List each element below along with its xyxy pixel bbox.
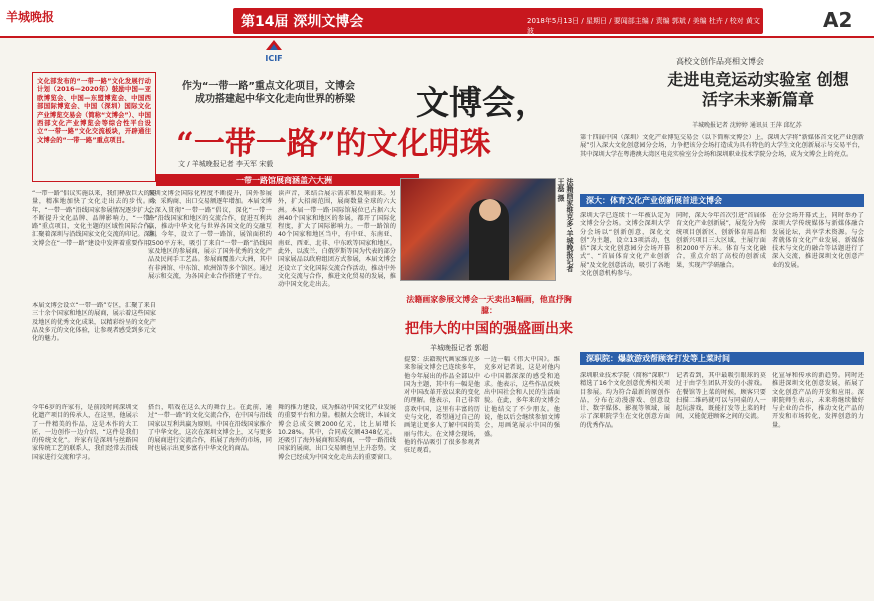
shenda-column-3: 在分会场开幕式上，同时举办了深圳大学传统媒体与新媒体融合发展论坛，共享学术资源。与会者就体育文化产业发展、新媒体技术与文化的融合等话题进行了深入交流，推进深圳文化创意产业的发展。 — [772, 212, 864, 269]
article-column-bottom-1: 今年6岁的许家有，是前段时间深圳文化遗产项目的传承人，在这里，他展示了一件精美的作品，这是木作的大工匠，一边创作一边介绍，“这件是我们的传统文化”。许家有是深圳与丝路国家传统工艺的联系人，我们经常去沿线国家进行交流和学习。 — [32, 404, 138, 461]
painter-face — [479, 199, 501, 221]
subhead-bar — [156, 174, 419, 186]
article-column-1b: 本届文博会设立“一带一路”专区，汇聚了来自三十余个国家和地区的展商，展示着这些国家及地区的优秀文化成果，以精彩纷呈的文化产品及多元的文化体验，让参观者感受到多元文化的魅力。 — [32, 302, 156, 343]
article-column-bottom-2: 搭台，唱戏在这么大的舞台上。在此前，通过“一带一路”的文化交流合作，在中国与沿线国家以互利共赢为原则。中国在沿线国家推介了中华文化，这次在深圳文博会上，又与更多的展商进行交流合作，拓展了海外的市场，同时也展示出更多富有中华文化的商品。 — [148, 404, 272, 453]
article-column-3: 读声音，来结合展示需求和反响而来。另外，扩大招商范围，展商数量全球的六大洲。本届一带一路·国际馆展位已占据六大洲40个国家和地区的参展，都开了国际化程度，扩大了国际影响力。一带一路馆的40个国家和地区当中，有中亚、东南亚、南亚、西亚、北非、中东欧等国家和地区。此外，以波兰、白俄罗斯等国为代表的部分国家展品以政府组团方式参展，本届文博会还设立了文化国际交流合作活动，推动中外文化交流与合作，推进文化贸易的发展，推动中国文化走出去。 — [278, 190, 396, 289]
right-article-kicker: 高校文创作品亮相文博会 — [676, 57, 764, 66]
right-article-lead: 第十四届中国（深圳）文化产业博览交易会（以下简称文博会）上，深圳大学将“新媒体首文化产业创新展”引入深大文化创意园分会场，力争把该分会场打造成为具有特色的大学生文化创新展示与交易平台，其中深圳大学在粤港澳大湾区电竞实验室分会场和深圳职业技术学院分会场，成为文博会上的亮点。 — [580, 134, 864, 158]
section-banner — [233, 8, 763, 34]
article-title-line1: 文博会， — [416, 83, 548, 122]
article-column-4: 提要：法籍现代画家维克多来参展文博会已连续多年，他今年展出的作品全部以中国为主题，其中有一幅是他对中国改革开放以来的变化的理解。他表示，自己非常喜欢中国，这里有丰富的历史与文化，希望通过自己的画笔让更多人了解中国的美丽与伟大。在文博会现场，他的作品吸引了很多参观者驻足观看。 — [404, 356, 480, 455]
right-article-byline: 羊城晚报记者 沈婷婷 通讯员 王萍 邱忆苏 — [692, 122, 802, 129]
photo-caption-title: 把伟大的中国的强盛画出来 — [405, 321, 573, 337]
shenzhiyuan-column-2: 记者看到，其中最吸引眼球的莫过于由学生团队开发的小游戏。在餐馆等上菜的时候，顾客只要扫描二维码就可以与同桌的人一起玩游戏，既能打发等上菜的时间，又能促进顾客之间的交流。 — [676, 372, 766, 421]
article-title-line2: “一带一路”的文化明珠 — [176, 126, 491, 162]
shenzhiyuan-column-3: 化宣导和传承的新趋势。同时还推进深圳文化创意发展，拓展了文化创意产品的开发和应用。深职院师生表示，未来将继续做好与企业的合作，推动文化产品的开发和市场转化，发挥创意的力量。 — [772, 372, 864, 429]
right-article-title: 走进电竞运动实验室 创想活字未来新篇章 — [667, 70, 849, 109]
photo-caption-kicker: 法籍画家参展文博会一天卖出3幅画，他直抒胸臆： — [406, 295, 572, 315]
page-header — [0, 0, 874, 38]
article-byline: 文 / 羊城晚报记者 李天军 宋毅 — [178, 160, 274, 168]
shenda-column-2: 同时，深大今年首次引进“首届体育文化产业创新展”，展览分为传统项目创新区、创新体育用品和创新兴项目三大区域，主展厅面积2000平方米。体育与文化融合，重点介绍了高校的创新成果，实现产学研融合。 — [676, 212, 766, 269]
article-column-1a: “一带一路”倡议实施以来，我们释放巨大的能量，精准地加快了文化走出去的步伐。今年，“一带一路”沿线国家参展情况逐步扩大，不断提升文化品牌、品牌影响力，“一带一路”重点项目，文化主题的区域性国际合作，汇聚着深圳与沿线国家文化交流的印记。深圳文博会在“一带一路”建设中发挥着重要作用。 — [32, 190, 156, 247]
newspaper-logo: 羊城晚报 — [6, 10, 55, 24]
issue-meta: 2018年5月13日 / 星期日 / 要闻部主编 / 责编 郭斌 / 美编 杜卉 / 校对 黄文波 — [527, 17, 760, 35]
article-column-2: 深圳文博会国际化程度不断提升，国外参展商、采购商、出口交易额逐年增加。本届文博会深入贯彻“一带一路”倡议，深化“一带一路”沿线国家和地区的交流合作，促进互利共赢，推动中华文化与世界各国文化的交融互鉴。今年，设立了一带一路馆，展馆面积约7500平方米，吸引了来自“一带一路”沿线国家及地区的参展商，展示了国外优秀的文化产品及民间手工艺品。参展商覆盖六大洲，其中有非洲馆、中东馆、欧洲馆等多个馆区。通过展示和交流，为各国企业合作搭建了平台。 — [148, 190, 272, 280]
section-bar-shenda — [580, 194, 864, 207]
icif-label: ICIF — [265, 54, 283, 63]
page-number: A2 — [823, 8, 853, 32]
icif-emblem-icon — [264, 38, 284, 52]
section-bar-shenzhiyuan — [580, 352, 864, 365]
icif-logo — [254, 38, 294, 63]
section-title-shenda: 深大：体育文化产业创新展首进文博会 — [586, 196, 722, 205]
painter-photo — [400, 178, 556, 281]
article-kicker: 作为“一带一路”重点文化项目，文博会成功搭建起中华文化走向世界的桥梁 — [181, 81, 355, 105]
photo-credit: 法籍画家维克多·羊城晚报记者 王磊 摄 — [557, 178, 574, 272]
shenda-column-1: 深圳大学已连续十一年被认定为文博会分会场。文博会深圳大学分会场以“创新创意，深化文创”为主题，设立13项活动，包括“深大文化创意园分会场开幕式”、“首届体育文化产业创新展”及文化创意活动，吸引了各地文化创意机构参与。 — [580, 212, 670, 278]
subhead-text: 一带一路馆展商涵盖六大洲 — [236, 176, 332, 185]
banner-title: 第14届 深圳文博会 — [241, 14, 364, 30]
section-title-shenzhiyuan: 深职院：爆款游戏帮顾客打发等上菜时间 — [586, 354, 730, 363]
quote-text: 文化部发布的“一带一路”文化发展行动计划（2016—2020年）鼓励中国—亚欧博览会、中国—东盟博览会、中国西部国际博览会、中国（深圳）国际文化产业博览交易会（简称“文博会”）、中国西部文化产业博览会等综合性平台设立“一带一路”文化交流板块，开辟通往文博会的“一带一路”重点项目。 — [37, 77, 151, 144]
article-column-bottom-3: 舞的推力建设，成为推动中国文化产业发展的重要平台和力量。根据大会统计，本届文博会总成交额2000亿元，比上届增长10.28%。其中，合同成交额4348亿元。还吸引了海外展商和采购商，一带一路沿线国家的展商，出口交易额也呈上升态势。文博会已经成为中国文化走出去的重要窗口。 — [278, 404, 396, 461]
quote-box — [32, 72, 156, 182]
article-column-5: 一边一幅《伟大中国》。维克多对记者说，这是对他内心中国都深深的感受和追求。他表示，这些作品反映出中国社会和人民的生活面貌。在此，多年来的文博会让他结交了不少朋友。他说，他以后会继续参加文博会，用画笔展示中国的强盛。 — [484, 356, 560, 438]
shenzhiyuan-column-1: 深圳职业技术学院（简称“深职”）精选了16个文化创意优秀相关项目参展。均为符合最新的原创作品，分布在动漫游戏、创意设计、数字媒体、影视等领域，展示了深职院学生在文化创意方面的优秀作品。 — [580, 372, 670, 429]
photo-caption-byline: 羊城晚报记者 郭超 — [430, 344, 489, 352]
